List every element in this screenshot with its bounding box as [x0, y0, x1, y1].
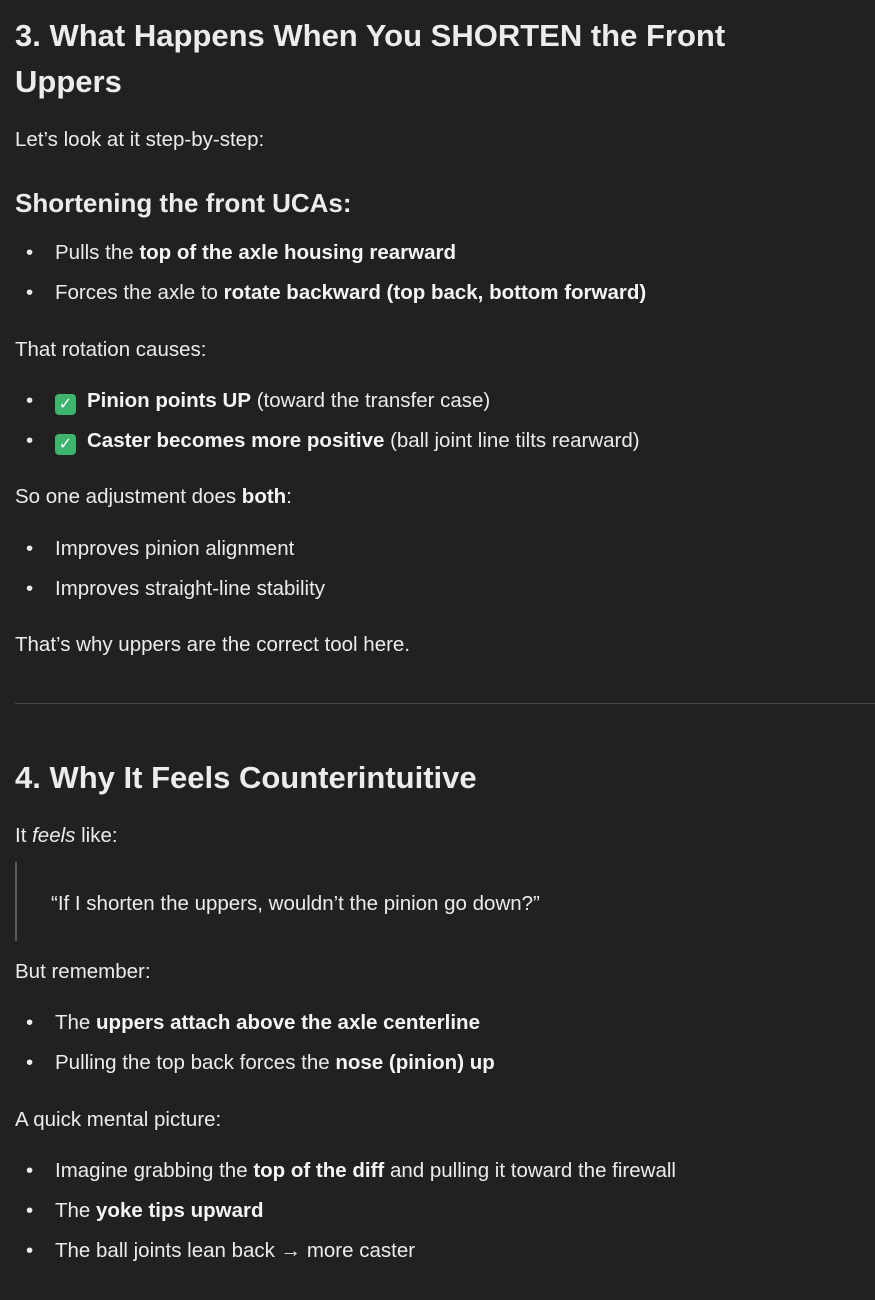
section-3-heading-line-2: Uppers	[15, 64, 122, 99]
list-item: • Forces the axle to rotate backward (top back, bottom forward)	[15, 278, 646, 318]
both-statement: So one adjustment does both:	[15, 485, 292, 508]
check-mark-icon: ✓	[55, 394, 76, 415]
feels-like-line: It feels like:	[15, 824, 118, 847]
mental-picture-intro: A quick mental picture:	[15, 1108, 222, 1131]
section-3-conclusion: That’s why uppers are the correct tool here.	[15, 633, 411, 656]
section-3-bullet-list-1	[15, 238, 646, 318]
list-item: • Improves straight-line stability	[15, 574, 325, 614]
section-3-heading-line-1: 3. What Happens When You SHORTEN the Front	[15, 18, 726, 53]
list-item: • Pulls the top of the axle housing rearward	[15, 238, 646, 278]
list-item: • The uppers attach above the axle centerline	[15, 1008, 495, 1048]
list-item: • The ball joints lean back → more caster	[15, 1236, 676, 1276]
blockquote	[15, 862, 857, 941]
list-item: • Pulling the top back forces the nose (pinion) up	[15, 1048, 495, 1088]
check-bullet-list	[15, 386, 640, 466]
list-item: • Improves pinion alignment	[15, 534, 325, 574]
section-3-subheading: Shortening the front UCAs:	[15, 188, 352, 218]
section-4-bullet-list-1	[15, 1008, 495, 1088]
check-mark-icon: ✓	[55, 434, 76, 455]
section-divider	[15, 703, 875, 704]
rotation-intro: That rotation causes:	[15, 338, 207, 361]
section-4-heading: 4. Why It Feels Counterintuitive	[15, 760, 477, 795]
list-item: • ✓ Caster becomes more positive (ball joint line tilts rearward)	[15, 426, 640, 466]
list-item: • Imagine grabbing the top of the diff and pulling it toward the firewall	[15, 1156, 676, 1196]
section-4-bullet-list-2	[15, 1156, 676, 1276]
list-item: • ✓ Pinion points UP (toward the transfer case)	[15, 386, 640, 426]
section-3-bullet-list-2	[15, 534, 325, 614]
remember-line: But remember:	[15, 960, 151, 983]
section-3-intro: Let’s look at it step-by-step:	[15, 128, 265, 151]
quote-text: “If I shorten the uppers, wouldn’t the pinion go down?”	[51, 892, 540, 915]
list-item: • The yoke tips upward	[15, 1196, 676, 1236]
